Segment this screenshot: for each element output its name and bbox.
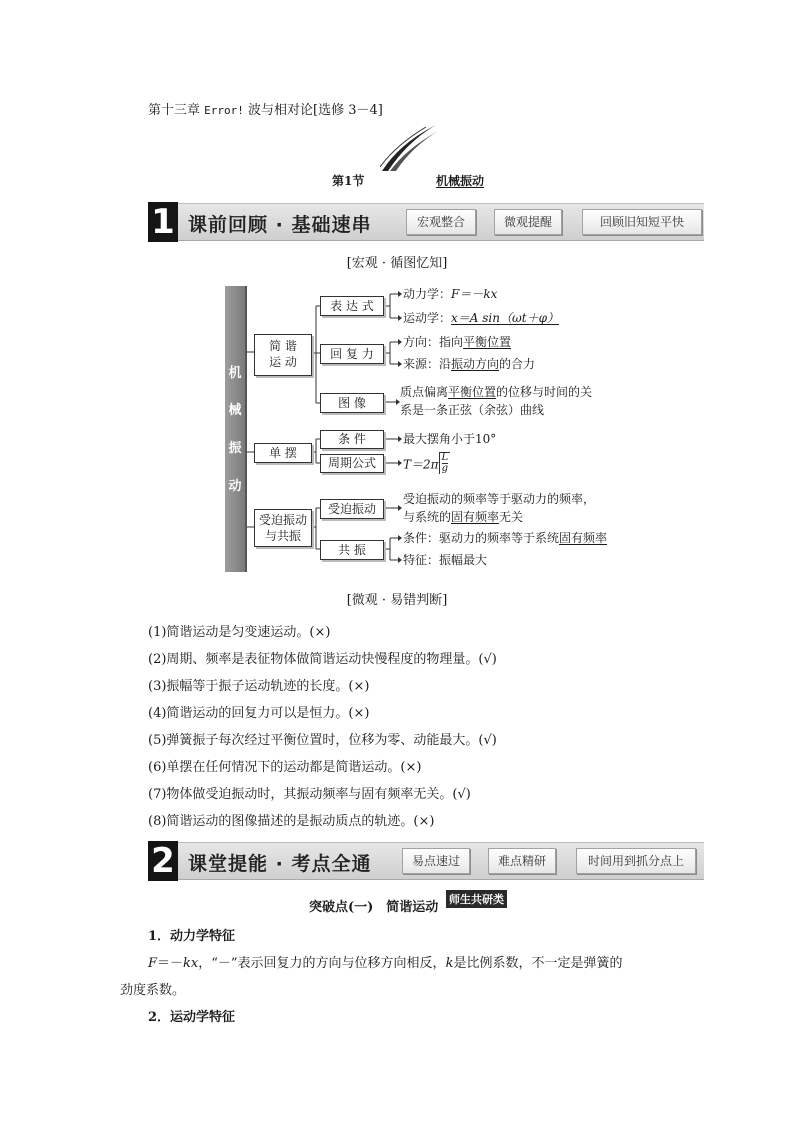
tab-easy-points[interactable]: 易点速过: [402, 848, 470, 874]
text-direction: 方向：指向平衡位置: [403, 335, 512, 349]
chapter-title-prefix: 第十三章: [148, 103, 201, 118]
banner-number: 1: [148, 202, 178, 242]
root-char: 械: [228, 403, 242, 418]
root-char: 振: [228, 441, 242, 456]
judgment-item: (1)简谐运动是匀变速运动。(×): [148, 625, 331, 640]
judgment-item: (3)振幅等于振子运动轨迹的长度。(×): [148, 679, 370, 694]
caption-macro: [宏观 · 循图忆知]: [346, 256, 448, 271]
breakthrough-tag: 师生共研类: [446, 890, 507, 908]
tab-quick-review[interactable]: 回顾旧知短平快: [582, 209, 702, 235]
node-period-formula: 周期公式: [320, 454, 384, 473]
node-forced-line2: 与共振: [264, 529, 301, 544]
tab-score-points[interactable]: 时间用到抓分点上: [576, 848, 696, 874]
text-forced: 受迫振动的频率等于驱动力的频率， 与系统的固有频率无关: [403, 492, 596, 524]
paragraph-dynamics-cont: 劲度系数。: [120, 983, 186, 998]
text-resonance-feature: 特征：振幅最大: [403, 553, 488, 567]
judgment-item: (6)单摆在任何情况下的运动都是简谐运动。(×): [148, 760, 422, 775]
judgment-item: (5)弹簧振子每次经过平衡位置时，位移为零、动能最大。(√): [148, 733, 497, 748]
chapter-title-error: Error!: [204, 104, 244, 117]
judgment-item: (4)简谐运动的回复力可以是恒力。(×): [148, 706, 370, 721]
root-char: 动: [228, 479, 242, 494]
text-kinematics: 运动学：x＝A sin（ωt＋φ）: [403, 311, 559, 325]
heading-kinematics: 2．运动学特征: [148, 1010, 236, 1025]
node-resonance: 共 振: [320, 540, 384, 560]
node-forced-vibration: 受迫振动: [320, 499, 384, 519]
node-shm-line2: 运 动: [269, 355, 297, 370]
banner-title: 课堂提能 · 考点全通: [188, 853, 372, 875]
text-condition: 最大摆角小于10°: [403, 432, 497, 446]
text-period: T＝2π $\frac{L}{g}$: [403, 452, 449, 474]
heading-dynamics: 1．动力学特征: [148, 929, 236, 944]
banner-number: 2: [148, 841, 178, 881]
judgment-item: (7)物体做受迫振动时，其振动频率与固有频率无关。(√): [148, 787, 471, 802]
banner-title: 课前回顾 · 基础速串: [188, 214, 372, 236]
node-shm: [254, 334, 312, 376]
judgment-item: (2)周期、频率是表征物体做简谐运动快慢程度的物理量。(√): [148, 652, 497, 667]
node-expression: 表 达 式: [320, 296, 384, 316]
section-number: 第1节: [332, 174, 365, 188]
judgment-item: (8)简谐运动的图像描述的是振动质点的轨迹。(×): [148, 814, 435, 829]
node-forced: [254, 509, 312, 547]
tab-hard-points[interactable]: 难点精研: [488, 848, 556, 874]
paragraph-dynamics: F＝－kx，“－”表示回复力的方向与位移方向相反，k是比例系数，不一定是弹簧的: [148, 956, 623, 971]
tab-macro-summary[interactable]: 宏观整合: [406, 209, 476, 235]
node-restoring-force: 回 复 力: [320, 344, 384, 364]
text-resonance-condition: 条件：驱动力的频率等于系统固有频率: [403, 531, 608, 545]
node-shm-line1: 简 谐: [269, 339, 297, 353]
chapter-title-suffix: 波与相对论[选修 3－4]: [248, 103, 383, 118]
tab-micro-reminder[interactable]: 微观提醒: [494, 209, 562, 235]
text-source: 来源：沿振动方向的合力: [403, 357, 536, 371]
text-graph: 质点偏离平衡位置的位移与时间的关 系是一条正弦（余弦）曲线: [400, 385, 593, 417]
text-dynamics: 动力学：F＝－kx: [403, 287, 498, 301]
breakthrough-heading: 突破点(一) 简谐运动: [309, 900, 439, 915]
section-name: 机械振动: [436, 174, 485, 188]
caption-micro: [微观 · 易错判断]: [346, 593, 448, 608]
node-forced-line1: 受迫振动: [258, 513, 307, 527]
node-graph: 图 像: [320, 393, 384, 413]
node-pendulum: 单 摆: [254, 443, 312, 463]
banner-classroom: [148, 842, 704, 880]
node-condition: 条 件: [320, 430, 384, 449]
root-char: 机: [228, 366, 242, 381]
